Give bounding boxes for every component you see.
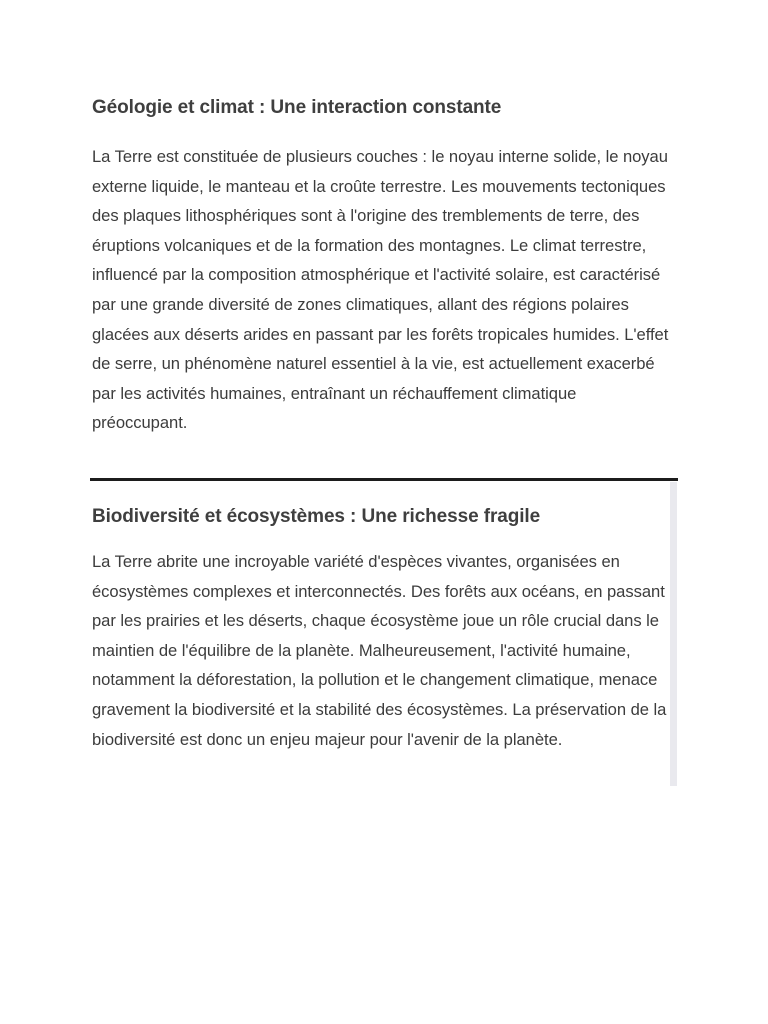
section-divider <box>90 478 678 481</box>
section-geologie-climat <box>92 94 670 438</box>
section-heading: Géologie et climat : Une interaction constante <box>92 97 502 118</box>
side-scroll-bar <box>670 482 677 786</box>
section-paragraph: La Terre est constituée de plusieurs couches : le noyau interne solide, le noyau externe liquide, le manteau et la croûte terrestre. Les mouvements tectoniques des plaques lithosphériques sont à l'origine des tremblements de terre, des éruptions volcaniques et de la formation des montagnes. Le climat terrestre, influencé par la composition atmosphérique et l'activité solaire, est caractérisé par une grande diversité de zones climatiques, allant des régions polaires glacées aux déserts arides en passant par les forêts tropicales humides. L'effet de serre, un phénomène naturel essentiel à la vie, est actuellement exacerbé par les activités humaines, entraînant un réchauffement climatique préoccupant. <box>92 147 669 433</box>
section-biodiversite-ecosystemes <box>92 503 670 754</box>
section-paragraph: La Terre abrite une incroyable variété d'espèces vivantes, organisées en écosystèmes complexes et interconnectés. Des forêts aux océans, en passant par les prairies et les déserts, chaque écosystème joue un rôle crucial dans le maintien de l'équilibre de la planète. Malheureusement, l'activité humaine, notamment la déforestation, la pollution et le changement climatique, menace gravement la biodiversité et la stabilité des écosystèmes. La préservation de la biodiversité est donc un enjeu majeur pour l'avenir de la planète. <box>92 552 667 749</box>
section-heading: Biodiversité et écosystèmes : Une richesse fragile <box>92 506 541 527</box>
